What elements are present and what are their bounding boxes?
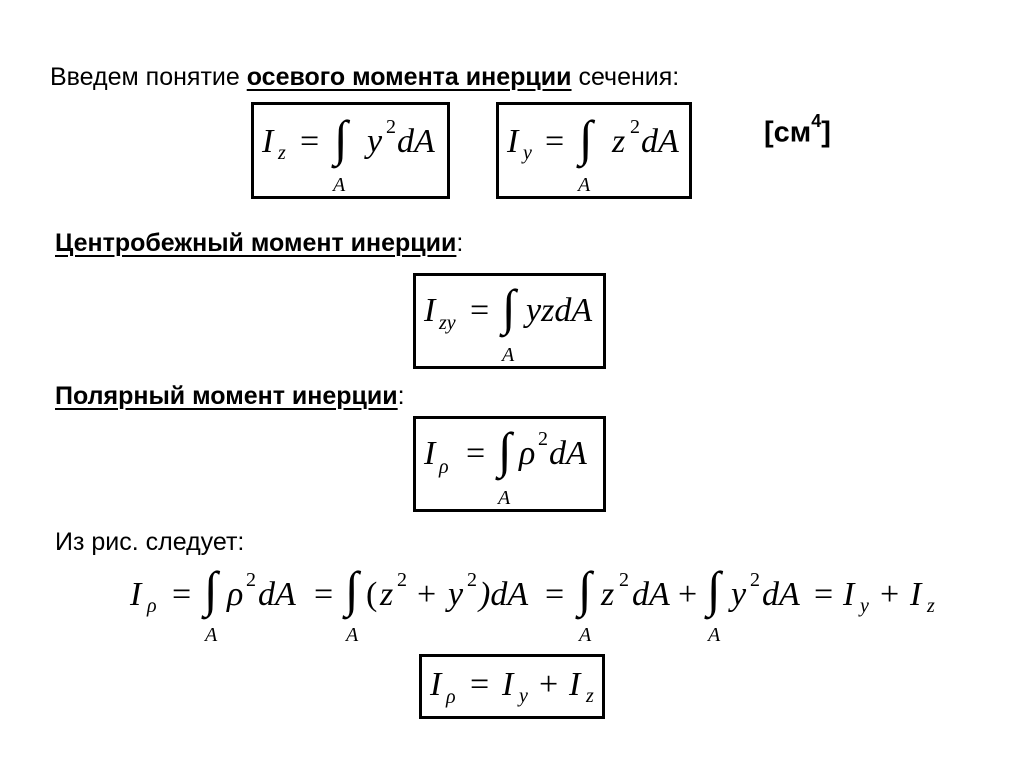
- iz-symbol: I: [262, 123, 274, 160]
- irho-tail: dA: [549, 435, 587, 472]
- iy-var: z: [612, 123, 626, 160]
- iy-eq: =: [545, 123, 565, 160]
- t2-zexp: 2: [397, 569, 407, 591]
- iy-symbol: I: [507, 123, 519, 160]
- formula-box-izy: [413, 273, 606, 369]
- res-plus: +: [539, 666, 559, 703]
- unit-exp: 4: [811, 111, 822, 131]
- res-eq: =: [470, 666, 490, 703]
- iy-sub: y: [523, 142, 532, 164]
- t2-yexp: 2: [467, 569, 477, 591]
- izy-sub: zy: [439, 312, 456, 334]
- t1-tail: dA: [258, 576, 296, 613]
- derivation-text: Из рис. следует:: [55, 528, 245, 556]
- res-sub: ρ: [446, 686, 456, 708]
- polar-heading: Полярный момент инерции: [55, 382, 398, 410]
- formula-box-iz: [251, 102, 450, 199]
- res-b-sub: z: [586, 685, 594, 707]
- intro-prefix: Введем понятие: [50, 63, 247, 91]
- izy-symbol: I: [424, 292, 436, 329]
- eq-lhs-sub: ρ: [147, 595, 157, 617]
- iz-sub: z: [278, 142, 286, 164]
- t4-var: y: [731, 576, 747, 613]
- integral-icon: ∫: [334, 110, 348, 166]
- res-symbol: I: [430, 666, 442, 703]
- unit-base: [см: [764, 116, 812, 149]
- integral-icon: ∫: [502, 279, 516, 335]
- iz-eq: =: [300, 123, 320, 160]
- t4-tail: dA: [762, 576, 800, 613]
- eq-sign-1: =: [172, 576, 192, 613]
- intro-suffix: сечения:: [571, 63, 680, 91]
- r2-sub: z: [927, 595, 935, 617]
- irho-limit: A: [498, 487, 511, 509]
- iy-exp: 2: [630, 116, 640, 138]
- unit-close: ]: [821, 116, 831, 149]
- r1-symbol: I: [843, 576, 855, 613]
- t2-open: (: [366, 576, 378, 613]
- integral-icon: ∫: [345, 561, 359, 617]
- r2-symbol: I: [910, 576, 922, 613]
- integral-icon: ∫: [707, 561, 721, 617]
- t4-exp: 2: [750, 569, 760, 591]
- eq-lhs-symbol: I: [130, 576, 142, 613]
- integral-icon: ∫: [204, 561, 218, 617]
- t2-plus: +: [417, 576, 437, 613]
- centrifugal-heading: Центробежный момент инерции: [55, 229, 457, 257]
- irho-sub: ρ: [439, 456, 449, 478]
- irho-symbol: I: [424, 435, 436, 472]
- t1-var: ρ: [227, 576, 244, 613]
- iz-tail: dA: [397, 123, 435, 160]
- t3-exp: 2: [619, 569, 629, 591]
- izy-limit: A: [502, 344, 515, 366]
- eq-sign-2: =: [314, 576, 334, 613]
- formula-box-iy: [496, 102, 692, 199]
- t2-y: y: [448, 576, 464, 613]
- iz-limit: A: [333, 174, 346, 196]
- unit-label: [764, 111, 831, 150]
- res-a-sub: y: [519, 685, 528, 707]
- polar-colon: :: [397, 382, 405, 410]
- integral-icon: ∫: [498, 422, 512, 478]
- t3-tail: dA: [632, 576, 670, 613]
- eq-sign-4: =: [814, 576, 834, 613]
- t3-var: z: [601, 576, 615, 613]
- t1-exp: 2: [246, 569, 256, 591]
- res-a: I: [502, 666, 514, 703]
- intro-term: осевого момента инерции: [246, 63, 572, 91]
- derivation-equation: [0, 560, 1024, 650]
- izy-body: yzdA: [526, 292, 593, 329]
- formula-box-irho: [413, 416, 606, 512]
- polar-heading-line: [55, 381, 405, 411]
- centrifugal-heading-line: [55, 228, 463, 258]
- limit-3: A: [579, 624, 592, 646]
- t2-z: z: [380, 576, 394, 613]
- irho-exp: 2: [538, 428, 548, 450]
- r-plus: +: [880, 576, 900, 613]
- iy-tail: dA: [641, 123, 679, 160]
- iy-limit: A: [578, 174, 591, 196]
- integral-icon: ∫: [579, 110, 593, 166]
- centrifugal-colon: :: [456, 229, 464, 257]
- res-b: I: [569, 666, 581, 703]
- iz-var: y: [367, 123, 383, 160]
- irho-eq: =: [466, 435, 486, 472]
- limit-2: A: [346, 624, 359, 646]
- intro-line: [50, 62, 679, 92]
- irho-var: ρ: [519, 435, 536, 472]
- eq-plus: +: [678, 576, 698, 613]
- limit-1: A: [205, 624, 218, 646]
- eq-sign-3: =: [545, 576, 565, 613]
- t2-close: )dA: [479, 576, 529, 613]
- limit-4: A: [708, 624, 721, 646]
- izy-eq: =: [470, 292, 490, 329]
- r1-sub: y: [860, 595, 869, 617]
- result-box: [419, 654, 605, 719]
- iz-exp: 2: [386, 116, 396, 138]
- integral-icon: ∫: [578, 561, 592, 617]
